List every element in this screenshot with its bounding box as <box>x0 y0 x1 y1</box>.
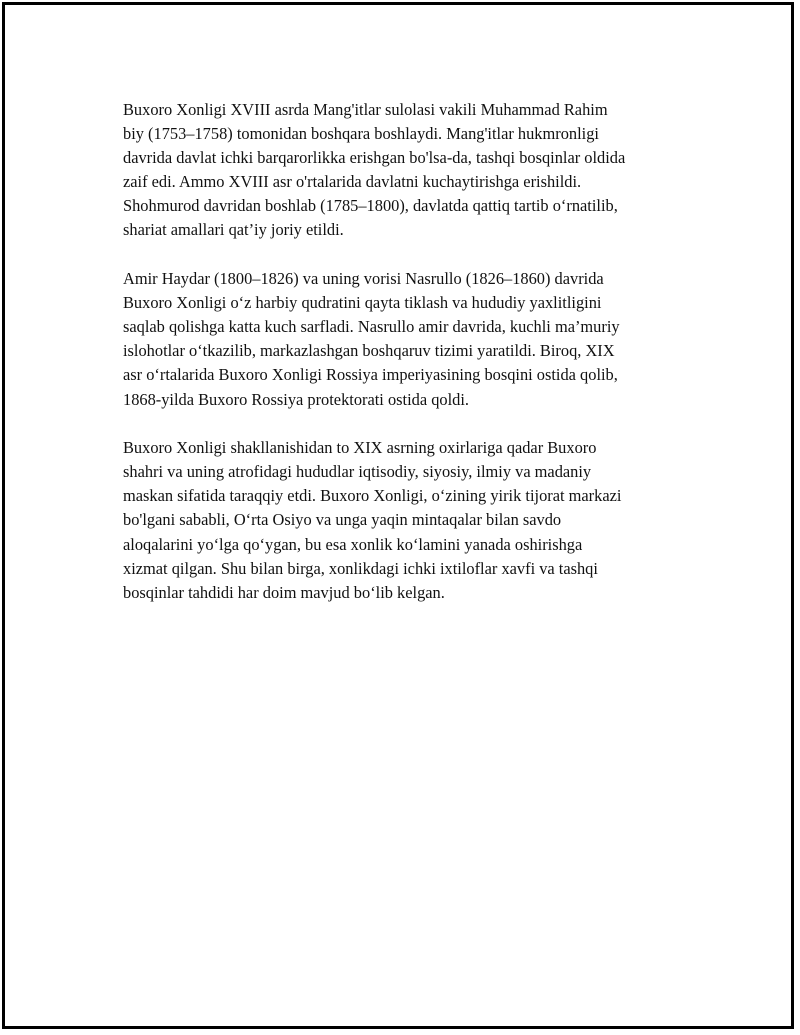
document-body <box>123 98 693 629</box>
paragraph-2: Amir Haydar (1800–1826) va uning vorisi Nasrullo (1826–1860) davrida Buxoro Xonligi oʻz harbiy qudratini qayta tiklash va hududiy yaxlitligini saqlab qolishga katta kuch sarfladi. Nasrullo amir davrida, kuchli ma’muriy islohotlar oʻtkazilib, markazlashgan boshqaruv tizimi yaratildi. Biroq, XIX asr oʻrtalarida Buxoro Xonligi Rossiya imperiyasining bosqini ostida qolib, 1868-yilda Buxoro Rossiya protektorati ostida qoldi. <box>123 269 620 409</box>
paragraph-1: Buxoro Xonligi XVIII asrda Mang'itlar sulolasi vakili Muhammad Rahim biy (1753–1758) tomonidan boshqara boshlaydi. Mang'itlar hukmronligi davrida davlat ichki barqarorlikka erishgan bo'lsa-da, tashqi bosqinlar oldida zaif edi. Ammo XVIII asr o'rtalarida davlatni kuchaytirishga erishildi. Shohmurod davridan boshlab (1785–1800), davlatda qattiq tartib oʻrnatilib, shariat amallari qat’iy joriy etildi. <box>123 100 626 240</box>
paragraph-3: Buxoro Xonligi shakllanishidan to XIX asrning oxirlariga qadar Buxoro shahri va uning atrofidagi hududlar iqtisodiy, siyosiy, ilmiy va madaniy maskan sifatida taraqqiy etdi. Buxoro Xonligi, oʻzining yirik tijorat markazi bo'lgani sababli, Oʻrta Osiyo va unga yaqin mintaqalar bilan savdo aloqalarini yoʻlga qoʻygan, bu esa xonlik koʻlamini yanada oshirishga xizmat qilgan. Shu bilan birga, xonlikdagi ichki ixtiloflar xavfi va tashqi bosqinlar tahdidi har doim mavjud boʻlib kelgan. <box>123 438 622 602</box>
page-frame <box>2 2 794 1029</box>
